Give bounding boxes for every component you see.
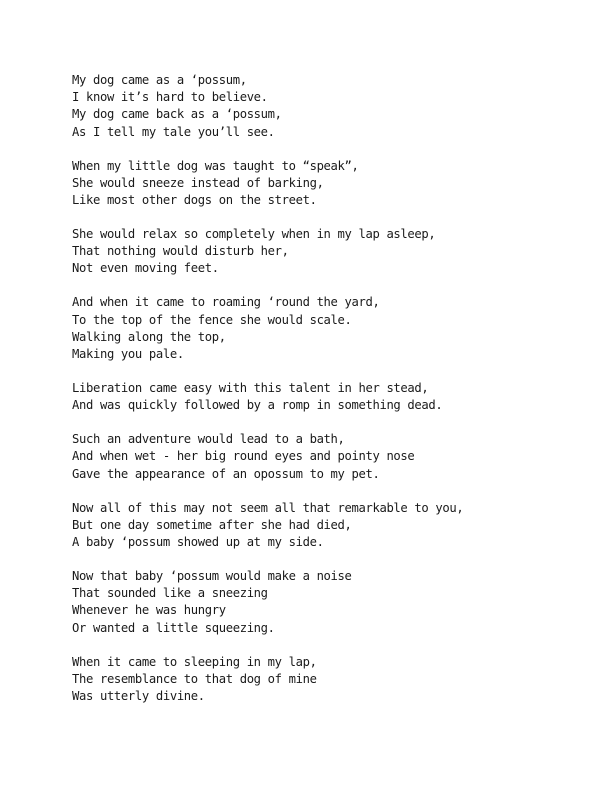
poem-line: Now that baby ‘possum would make a noise xyxy=(72,569,352,584)
stanza-9 xyxy=(72,654,592,706)
poem-line: Such an adventure would lead to a bath, xyxy=(72,432,345,447)
poem-line: Now all of this may not seem all that remarkable to you, xyxy=(72,500,464,515)
poem-line: As I tell my tale you’ll see. xyxy=(72,124,275,139)
poem-line: Or wanted a little squeezing. xyxy=(72,620,275,635)
poem-line: To the top of the fence she would scale. xyxy=(72,312,352,327)
poem-line: And when it came to roaming ‘round the yard, xyxy=(72,295,380,310)
poem xyxy=(72,72,592,722)
poem-line: When it came to sleeping in my lap, xyxy=(72,654,317,669)
poem-line: My dog came back as a ‘possum, xyxy=(72,107,282,122)
poem-line: That nothing would disturb her, xyxy=(72,244,289,259)
poem-line: The resemblance to that dog of mine xyxy=(72,671,317,686)
poem-line: Whenever he was hungry xyxy=(72,603,226,618)
poem-line: When my little dog was taught to “speak”, xyxy=(72,158,359,173)
poem-line: But one day sometime after she had died, xyxy=(72,517,352,532)
poem-line: I know it’s hard to believe. xyxy=(72,90,268,105)
poem-line: My dog came as a ‘possum, xyxy=(72,73,247,87)
poem-line: Liberation came easy with this talent in her stead, xyxy=(72,381,429,396)
stanza-4 xyxy=(72,294,592,363)
poem-line: She would relax so completely when in my lap asleep, xyxy=(72,227,436,242)
stanza-2 xyxy=(72,158,592,210)
poem-line: Was utterly divine. xyxy=(72,689,205,704)
poem-line: Like most other dogs on the street. xyxy=(72,193,317,208)
poem-line: And when wet - her big round eyes and pointy nose xyxy=(72,449,415,464)
stanza-3 xyxy=(72,226,592,278)
poem-line: And was quickly followed by a romp in something dead. xyxy=(72,398,443,413)
poem-line: That sounded like a sneezing xyxy=(72,586,268,601)
stanza-7 xyxy=(72,500,592,552)
poem-line: A baby ‘possum showed up at my side. xyxy=(72,535,324,550)
stanza-8 xyxy=(72,568,592,637)
poem-line: Making you pale. xyxy=(72,347,184,362)
poem-line: Gave the appearance of an opossum to my pet. xyxy=(72,466,380,481)
stanza-1 xyxy=(72,72,592,141)
poem-line: Not even moving feet. xyxy=(72,261,219,276)
stanza-5 xyxy=(72,380,592,414)
stanza-6 xyxy=(72,431,592,483)
poem-line: She would sneeze instead of barking, xyxy=(72,175,324,190)
poem-line: Walking along the top, xyxy=(72,329,226,344)
